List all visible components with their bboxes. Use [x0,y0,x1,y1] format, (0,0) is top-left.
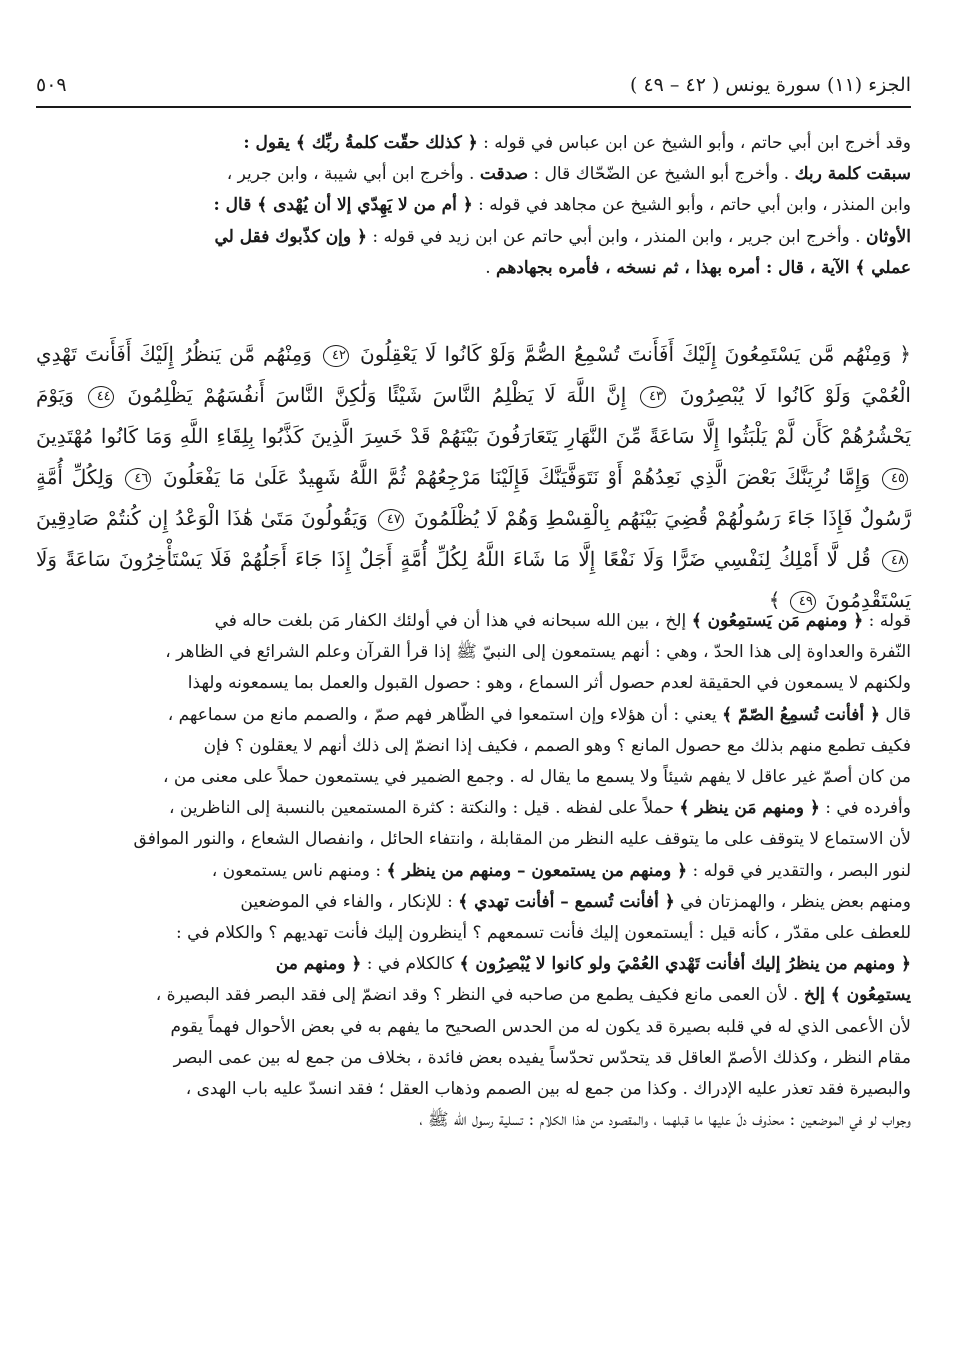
commentary-bold-text: ﴿ أفأنت تُسمِعُ الصّمّ ﴾ [722,704,880,725]
commentary-text: . لأن العمى مانع فكيف يطمع من صاحبه في النظر ؟ وقد انضمّ إلى فقد البصر فقد البصيرة ، [155,985,804,1006]
commentary-text: يعني : أن هؤلاء وإن استمعوا في الظّاهر فهم صمّ ، والصمم مانع من سماعهم ، [167,704,723,725]
verse-number-marker: ٤٧ [378,509,404,531]
verse-number-marker: ٤٦ [125,468,151,490]
commentary-text: لأن الاستماع لا يتوقف على ما يتوقف عليه النظر من المقابلة ، وانتفاء الحائل ، وانفصال الشعاع ، والنور الموافق [133,829,911,850]
commentary-text: والبصيرة فقد تعذر عليه الإدراك . وكذا من جمع له بين الصمم وذهاب العقل ؛ فقد انسدّ عليه باب الهدى ، [185,1079,911,1100]
verse-text: وَمِنْهُم مَّن يَنظُرُ إِلَيْكَ أَفَأَنتَ تَهْدِي الْعُمْيَ وَلَوْ كَانُوا لَا يُبْصِرُونَ [36,342,911,407]
verse-text: قُل لَّا أَمْلِكُ لِنَفْسِي ضَرًّا وَلَا نَفْعًا إِلَّا مَا شَاءَ اللَّهُ لِكُلِّ أُمَّةٍ أَجَلٌ إِذَا جَاءَ أَجَلُهُمْ فَلَا يَسْتَأْخِرُونَ سَاعَةً وَلَا يَسْتَقْدِمُونَ [36,547,911,612]
commentary-text: ولكنهم لا يسمعون في الحقيقة لعدم حصول أثر السماع ، وهو : حصول القبول والعمل بما يسمعونه ولهذا [187,673,911,694]
verse-text: إِنَّ اللَّهَ لَا يَظْلِمُ النَّاسَ شَيْئًا وَلَٰكِنَّ النَّاسَ أَنفُسَهُمْ يَظْلِمُونَ [127,383,627,407]
commentary-line [36,1012,911,1043]
intro-bold-text: ﴿ كذلك حقّت كلمةُ ربِّك ﴾ يقول : [243,133,478,153]
verses-paragraph [36,334,911,621]
commentary-text: لأن الأعمى الذي له في قلبه بصيرة قد يكون له من الحدس الصحيح ما يفهم به في بعض الأحوال فهماً يقوم [170,1016,911,1037]
verse-number-marker: ٤٢ [323,345,349,367]
commentary-line [36,949,911,980]
commentary-text: قوله : [863,611,911,631]
header-divider [36,106,911,108]
commentary-text: وجواب لو في الموضعين : محذوف دلّ عليها ما قبلهما ، والمقصود من هذا الكلام : تسلية رسول الله ﷺ ، [419,1110,911,1131]
commentary-line [36,887,911,918]
verse-closing-bracket: ﴾ [768,588,781,612]
commentary-text: ومنهم بعض ينظر ، والهمزتان في [674,891,911,912]
verse-number-marker: ٤٤ [88,386,114,408]
commentary-line [36,637,911,668]
running-header [36,70,911,100]
commentary-text: قال [879,704,911,725]
commentary-line [36,762,911,793]
commentary-text: إلخ ، بين الله سبحانه في هذا أن في أولئك الكفار مَن بلغت حاله في [214,611,692,631]
intro-bold-text: سبقت كلمة ربك [794,164,911,185]
commentary-text: للعطف على مقدّر ، كأنه قيل : أيستمعون إليك فأنت تسمعهم ؟ أينظرون إليك فأنت تهديهم ؟ والكلام في : [176,923,911,944]
commentary-line [36,1105,911,1136]
intro-bold-text: الأوثان [865,226,911,247]
intro-line [36,222,911,253]
commentary-line [36,668,911,699]
verse-text: وَيَوْمَ يَحْشُرُهُمْ كَأَن لَّمْ يَلْبَثُوا إِلَّا سَاعَةً مِّنَ النَّهَارِ يَتَعَارَفُونَ بَيْنَهُمْ قَدْ خَسِرَ الَّذِينَ كَذَّبُوا بِلِقَاءِ اللَّهِ وَمَا كَانُوا مُهْتَدِينَ [36,383,911,448]
intro-text: . وأخرج ابن جرير ، وابن المنذر ، وابن أبي حاتم عن ابن زيد في قوله : [367,226,866,247]
header-title: الجزء (١١) سورة يونس ( ٤٢ – ٤٩ ) [630,74,911,96]
commentary-text: النّفرة والعداوة إلى هذا الحدّ ، وهي : أنهم يستمعون إلى النبيّ ﷺ إذا قرأ القرآن وعلم الشرائع في الظاهر ، [165,642,911,663]
commentary-bold-text: يستمِعُون ﴾ إلخ [804,985,911,1006]
commentary-bold-text: ﴿ ومنهم من يستمعون – ومنهم من ينظر ﴾ [386,860,688,881]
commentary-line [36,918,911,949]
commentary-text: فكيف تطمع منهم بذلك مع حصول المانع ؟ وهو الصمم ، فكيف إذا انضمّ إلى ذلك أنهم لا يعقلون ؟ فإن [203,735,911,756]
commentary-bold-text: ﴿ ومنهم من [275,954,362,975]
intro-text: . وأخرج ابن أبي شيبة ، وابن جرير ، [226,164,480,185]
verse-text: وَيَقُولُونَ مَتَىٰ هَٰذَا الْوَعْدُ إِن كُنتُمْ صَادِقِينَ [36,506,368,530]
intro-bold-text: عملي ﴾ الآية ، قال : أمره بهذا ، ثم نسخه ، فأمره بجهادهم [496,257,911,278]
commentary-line [36,980,911,1011]
commentary-bold-text: ﴿ ومنهم مَن ينظر ﴾ [679,798,820,819]
intro-bold-text: صدقت [479,164,529,185]
verse-number-marker: ٤٣ [640,386,666,408]
commentary-line [36,731,911,762]
intro-text: . [485,257,497,278]
intro-text: وابن المنذر ، وابن أبي حاتم ، وأبو الشيخ عن مجاهد في قوله : [472,195,911,216]
commentary-text: كالكلام في : [361,954,460,975]
intro-bold-text: ﴿ أم من لا يَهِدّي إلا أن يُهْدى ﴾ قال : [213,195,473,216]
verse-text: وَإِمَّا نُرِيَنَّكَ بَعْضَ الَّذِي نَعِدُهُمْ أَوْ نَتَوَفَّيَنَّكَ فَإِلَيْنَا مَرْجِعُهُمْ ثُمَّ اللَّهُ شَهِيدٌ عَلَىٰ مَا يَفْعَلُونَ [163,465,871,489]
commentary-text: حملاً على لفظه . قيل : والنكتة : كثرة المستمعين بالنسبة إلى الناظرين ، [169,798,680,819]
commentary-line [36,793,911,824]
commentary-bold-text: ﴿ ومنهم من ينظرُ إليك أفأنت تَهْدي العُمْيَ ولو كانوا لا يُبْصِرُون ﴾ [459,954,911,975]
commentary-text: وأفرده في : [819,798,911,819]
page-number: ٥٠٩ [36,74,67,96]
intro-paragraph [36,128,911,284]
commentary-line [36,1043,911,1074]
commentary-line [36,700,911,731]
intro-line [36,190,911,221]
verse-number-marker: ٤٨ [882,550,908,572]
intro-line [36,159,911,190]
intro-line [36,128,911,159]
verse-text: وَلِكُلِّ أُمَّةٍ رَّسُولٌ فَإِذَا جَاءَ رَسُولُهُمْ قُضِيَ بَيْنَهُم بِالْقِسْطِ وَهُمْ لَا يُظْلَمُونَ [36,465,912,530]
commentary-line [36,824,911,855]
commentary-line [36,1074,911,1105]
commentary-bold-text: ﴿ أفأنت تُسمع – أفأنت تهدي ﴾ [458,891,675,912]
verse-text: ﴿ وَمِنْهُم مَّن يَسْتَمِعُونَ إِلَيْكَ أَفَأَنتَ تُسْمِعُ الصُّمَّ وَلَوْ كَانُوا لَا يَعْقِلُونَ [360,342,911,366]
commentary-text: من كان أصمّ غير عاقل لا يفهم شيئاً ولا يسمع ما يقال له . وجمع الضمير في يستمعون حملاً على معنى من ، [162,767,911,788]
commentary-line [36,606,911,637]
commentary-text: مقام النظر ، وكذلك الأصمّ العاقل قد يتحدّس تحدّساً يفيده بعض فائدة ، بخلاف من جمع له بين عمى البصر [173,1047,911,1068]
commentary-bold-text: ﴿ ومنهم مَن يَستمِعُون ﴾ [691,611,864,631]
intro-text: . وأخرج أبو الشيخ عن الضّحّاك قال : [528,164,795,185]
intro-text: وقد أخرج ابن أبي حاتم ، وأبو الشيخ عن ابن عباس في قوله : [477,133,911,153]
commentary-paragraph [36,606,911,1136]
intro-line [36,253,911,284]
commentary-text: لنور البصر ، والتقدير في قوله : [687,860,911,881]
quran-verses-block [36,334,911,621]
verse-number-marker: ٤٩ [790,591,816,613]
verse-number-marker: ٤٥ [882,468,908,490]
intro-bold-text: ﴿ وإن كذّبوك فقل لي [214,226,367,247]
commentary-text: : ومنهم ناس يستمعون ، [211,860,387,881]
commentary-text: : للإنكار ، والفاء في الموضعين [240,891,459,912]
commentary-line [36,856,911,887]
